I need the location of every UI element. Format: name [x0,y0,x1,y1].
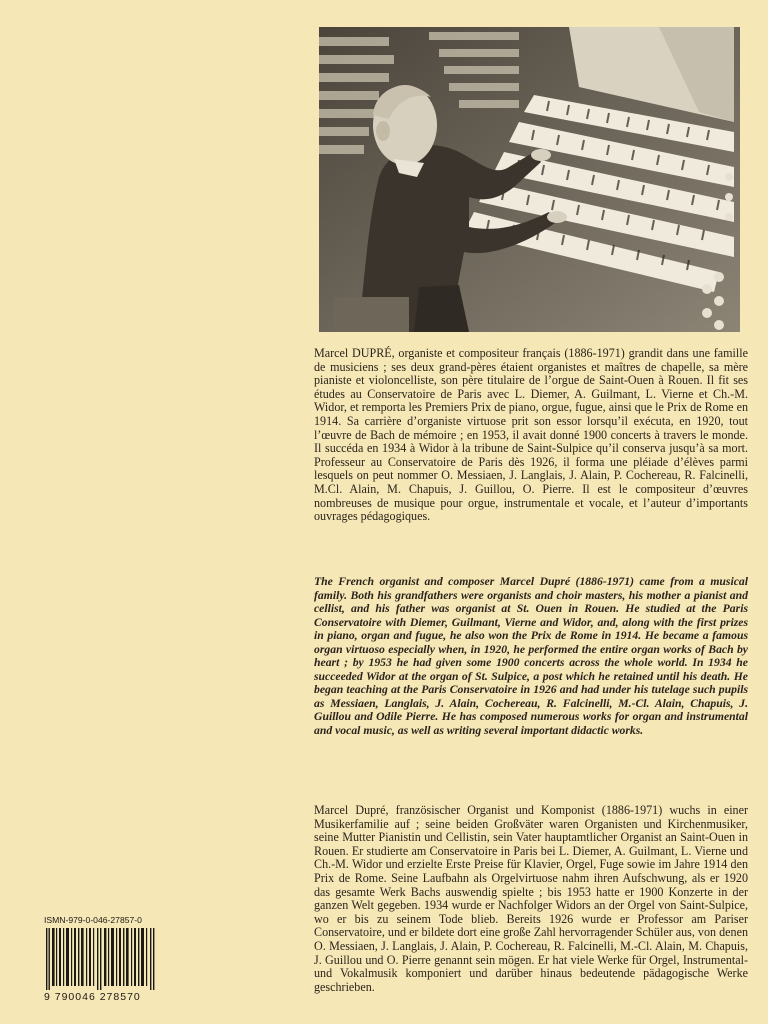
english-biography: The French organist and composer Marcel Dupré (1886-1971) came from a musical family. Both his grandfathers were organists and choir masters, his mother a pianist and cellist, and his father was organist at St. Ouen in Rouen. He studied at the Paris Conservatoire with Diemer, Guilmant, Vierne and Widor, and, along with the first prizes in piano, organ and fugue, he also won the Prix de Rome in 1914. He became a famous organ virtuoso especially when, in 1920, he performed the entire organ works of Bach by heart ; by 1953 he had given some 1900 concerts across the whole world. In 1934 he succeeded Widor at the organ of St. Sulpice, a post which he retained until his death. He began teaching at the Paris Conservatoire in 1926 and had under his tutelage such pupils as Messiaen, Langlais, J. Alain, Cochereau, R. Falcinelli, M.-Cl. Alain, Chapuis, J. Guillou and Odile Pierre. He has composed numerous works for organ and instrumental and vocal music, as well as writing several important didactic works. [314,575,748,737]
barcode-digits: 9 790046 278570 [44,991,141,1003]
organist-photo [319,27,740,332]
german-biography: Marcel Dupré, französischer Organist und Komponist (1886-1971) wuchs in einer Musikerfamilie auf ; seine beiden Großväter waren Organisten und Kirchenmusiker, seine Mutter Pianistin und Cellistin, sein Vater hauptamtlicher Organist an Saint-Ouen in Rouen. Er studierte am Conservatoire in Paris bei L. Diemer, A. Guilmant, L. Vierne und Ch.-M. Widor und erzielte Erste Preise für Klavier, Orgel, Fuge sowie im Jahre 1914 den Prix de Rome. Seine Laufbahn als Orgelvirtuose nahm ihren Aufschwung, als er 1920 das gesamte Werk Bachs auswendig spielte ; bis 1953 hatte er 1900 Konzerte in der ganzen Welt gegeben. 1934 wurde er Nachfolger Widors an der Orgel von Saint-Sulpice, wo er bis zu seinem Tode blieb. Bereits 1926 wurde er Professor am Pariser Conservatoire, und er bildete dort eine große Zahl hervorragender Schüler aus, von denen O. Messiaen, J. Langlais, J. Alain, P. Cochereau, R. Falcinelli, M.-Cl. Alain, M. Chapuis, J. Guillou und O. Pierre genannt sein mögen. Er hat viele Werke für Orgel, Instrumental- und Vokalmusik komponiert und darüber hinaus bedeutende pädagogische Werke geschrieben. [314,803,748,994]
barcode-icon [44,928,156,990]
ismn-label: ISMN-979-0-046-27857-0 [44,915,142,925]
barcode-block [44,915,156,1003]
french-biography: Marcel DUPRÉ, organiste et compositeur français (1886-1971) grandit dans une famille de musiciens ; ses deux grand-pères étaient organistes et maîtres de chapelle, sa mère pianiste et violoncelliste, son père titulaire de l’orgue de Saint-Ouen à Rouen. Il fit ses études au Conservatoire de Paris avec L. Diemer, A. Guilmant, L. Vierne et Ch.-M. Widor, et remporta les Premiers Prix de piano, orgue, fugue, ainsi que le Prix de Rome en 1914. Sa carrière d’organiste virtuose prit son essor lorsqu’il exécuta, en 1920, tout l’œuvre de Bach de mémoire ; en 1953, il avait donné 1900 concerts à travers le monde. Il succéda en 1934 à Widor à la tribune de Saint-Sulpice qu’il conserva jusqu’à sa mort. Professeur au Conservatoire de Paris dès 1926, il forma une pléiade d’élèves parmi lesquels on peut nommer O. Messiaen, J. Langlais, J. Alain, P. Cochereau, R. Falcinelli, M.Cl. Alain, M. Chapuis, J. Guillou, O. Pierre. Il est le compositeur d’œuvres nombreuses de musique pour orgue, instrumentale et vocale, et l’auteur d’importants ouvrages pédagogiques. [314,346,748,524]
organist-photo-icon [319,27,740,332]
